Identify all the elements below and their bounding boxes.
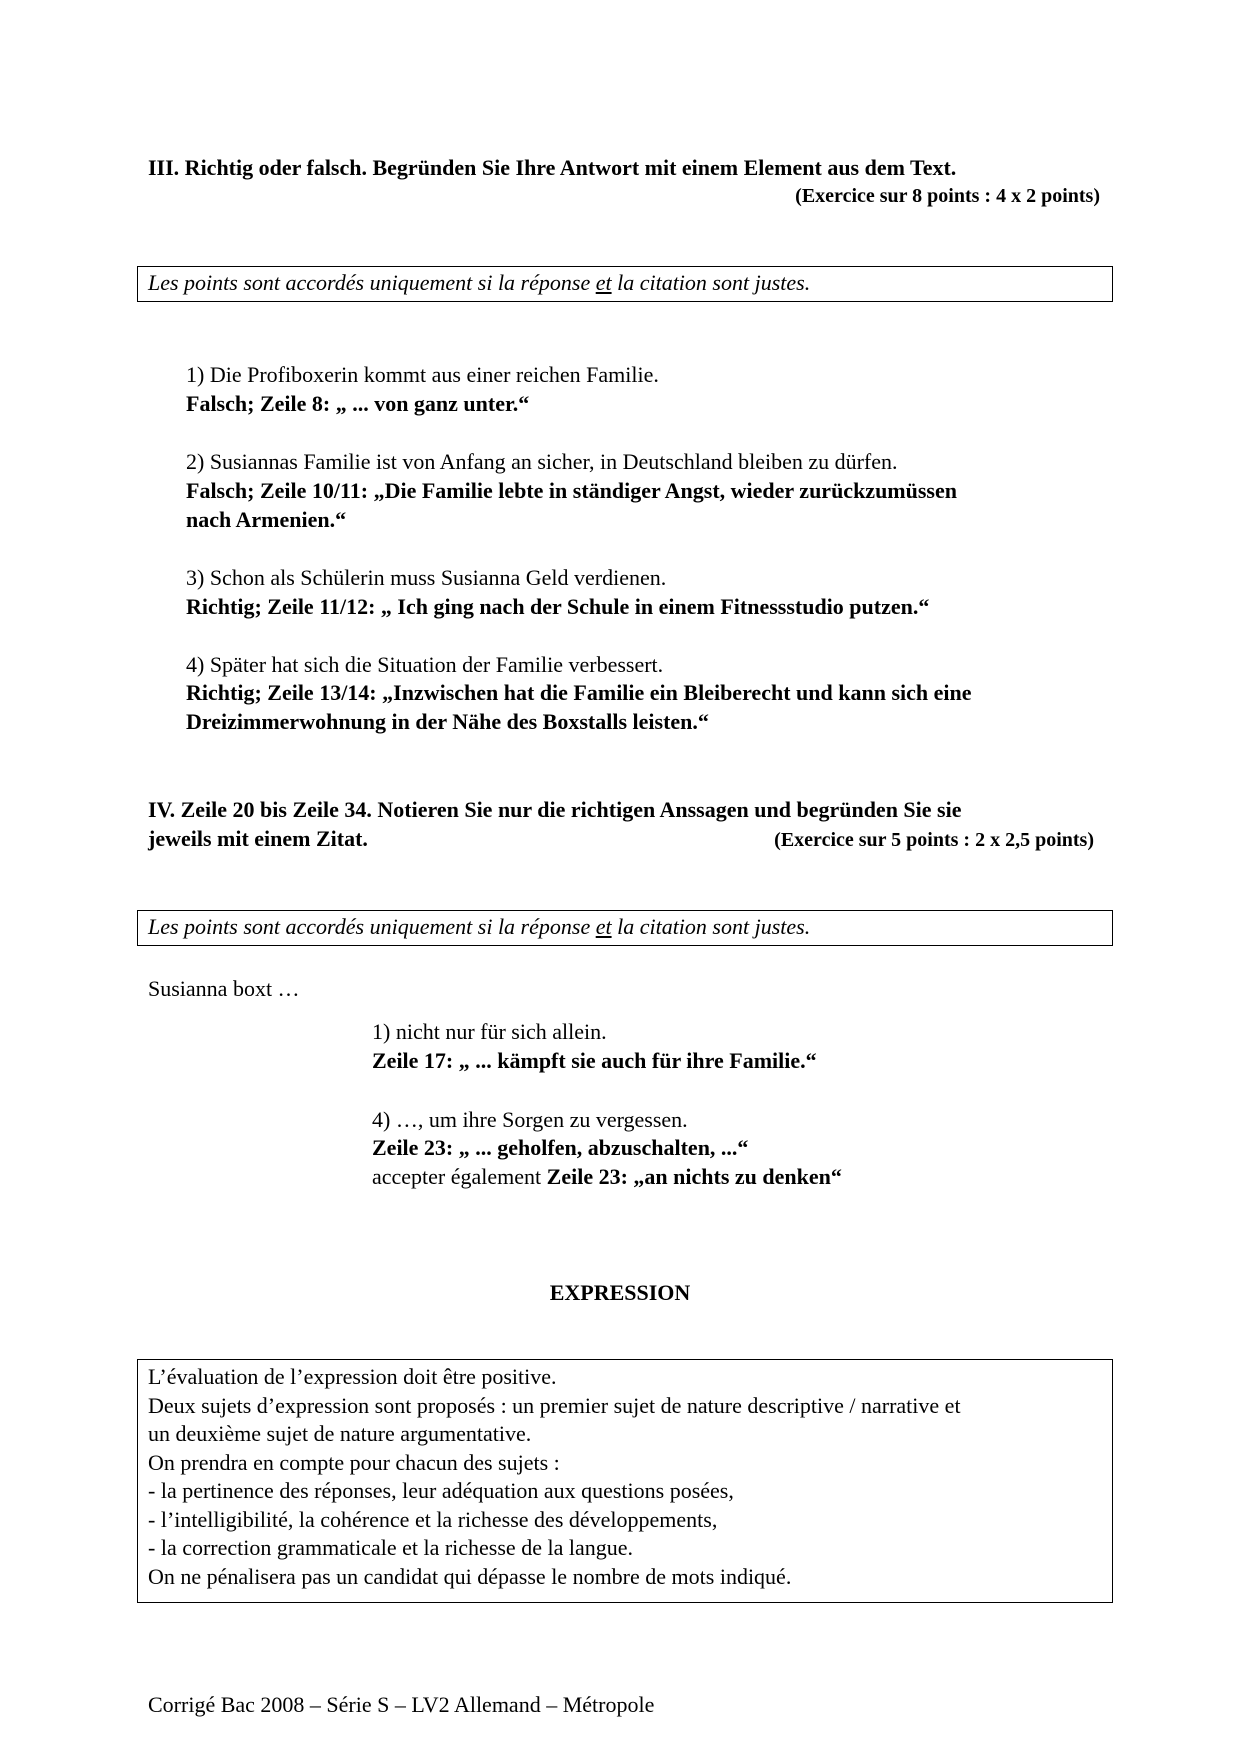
statement-4-citation: Zeile 23: „ ... geholfen, abzuschalten, ...“ <box>372 1135 749 1160</box>
scoring-note-box: Les points sont accordés uniquement si la réponse et la citation sont justes. <box>137 266 1113 302</box>
criteria-line: - l’intelligibilité, la cohérence et la richesse des développements, <box>148 1506 718 1532</box>
answer-1: Falsch; Zeile 8: „ ... von ganz unter.“ <box>186 391 530 416</box>
statement-1-citation: Zeile 17: „ ... kämpft sie auch für ihre Familie.“ <box>372 1048 817 1073</box>
section-4-intro: Susianna boxt … <box>148 976 300 1001</box>
criteria-line: Deux sujets d’expression sont proposés : un premier sujet de nature descriptive / narrative et <box>148 1392 961 1418</box>
section-3-title: III. Richtig oder falsch. Begründen Sie Ihre Antwort mit einem Element aus dem Text. <box>148 155 957 180</box>
criteria-line: - la pertinence des réponses, leur adéquation aux questions posées, <box>148 1478 734 1503</box>
criteria-line: On prendra en compte pour chacun des sujets : <box>148 1449 560 1475</box>
criteria-line: - la correction grammaticale et la richesse de la langue. <box>148 1535 633 1560</box>
criteria-line: L’évaluation de l’expression doit être positive. <box>148 1364 557 1389</box>
answer-2-line-1: Falsch; Zeile 10/11: „Die Familie lebte in ständiger Angst, wieder zurückzumüssen <box>186 478 957 503</box>
criteria-line: un deuxième sujet de nature argumentative. <box>148 1421 532 1446</box>
statement-4-alternative: accepter également Zeile 23: „an nichts zu denken“ <box>372 1164 842 1189</box>
expression-heading: EXPRESSION <box>549 1280 691 1305</box>
answer-4-line-2: Dreizimmerwohnung in der Nähe des Boxstalls leisten.“ <box>186 709 709 734</box>
expression-criteria-box <box>137 1359 1113 1603</box>
answer-2-line-2: nach Armenien.“ <box>186 507 347 532</box>
scoring-note-box-2: Les points sont accordés uniquement si la réponse et la citation sont justes. <box>137 910 1113 946</box>
answer-3: Richtig; Zeile 11/12: „ Ich ging nach der Schule in einem Fitnessstudio putzen.“ <box>186 594 930 619</box>
criteria-line: On ne pénalisera pas un candidat qui dépasse le nombre de mots indiqué. <box>148 1563 792 1589</box>
statement-1: 1) nicht nur für sich allein. <box>372 1019 607 1044</box>
answer-4-line-1: Richtig; Zeile 13/14: „Inzwischen hat die Familie ein Bleiberecht und kann sich eine <box>186 680 972 705</box>
question-2: 2) Susiannas Familie ist von Anfang an sicher, in Deutschland bleiben zu dürfen. <box>186 449 898 474</box>
footer: Corrigé Bac 2008 – Série S – LV2 Allemand – Métropole <box>148 1692 655 1717</box>
section-4-title-line-2: jeweils mit einem Zitat. <box>148 826 368 851</box>
section-4-points: (Exercice sur 5 points : 2 x 2,5 points) <box>774 829 1094 851</box>
statement-4: 4) …, um ihre Sorgen zu vergessen. <box>372 1107 688 1132</box>
section-4-title-line-1: IV. Zeile 20 bis Zeile 34. Notieren Sie nur die richtigen Anssagen und begründen Sie sie <box>148 797 962 822</box>
section-3-points: (Exercice sur 8 points : 4 x 2 points) <box>795 185 1100 207</box>
question-1: 1) Die Profiboxerin kommt aus einer reichen Familie. <box>186 362 659 387</box>
question-4: 4) Später hat sich die Situation der Familie verbessert. <box>186 652 664 677</box>
question-3: 3) Schon als Schülerin muss Susianna Geld verdienen. <box>186 565 667 590</box>
